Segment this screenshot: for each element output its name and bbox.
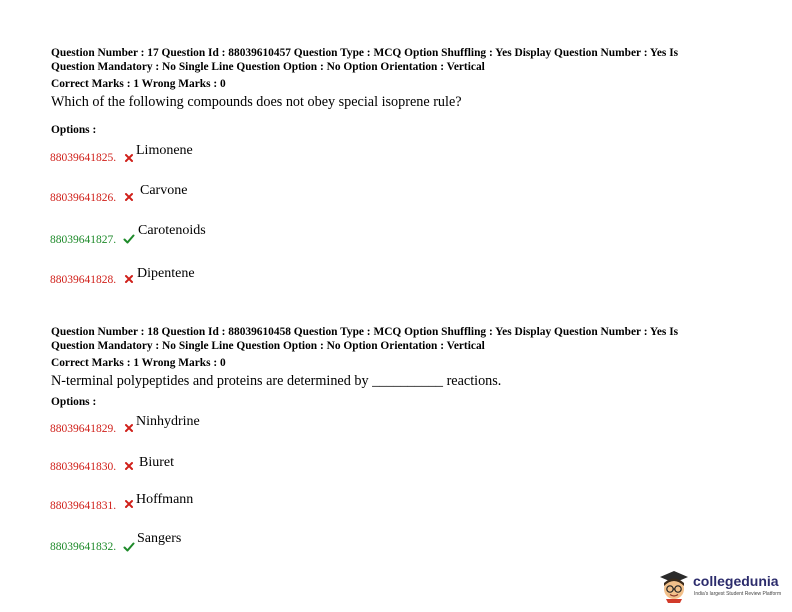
question-18-options-label: Options : (51, 396, 97, 408)
collegedunia-logo (657, 566, 787, 606)
question-18-text: N-terminal polypeptides and proteins are determined by __________ reactions. (51, 373, 502, 389)
cross-icon (124, 461, 134, 471)
question-18-marks: Correct Marks : 1 Wrong Marks : 0 (51, 357, 226, 369)
option-text: Hoffmann (136, 492, 194, 507)
option-id: 88039641830. (50, 461, 117, 473)
logo-name: collegedunia (693, 573, 779, 589)
cross-icon (124, 499, 134, 509)
option-id: 88039641825. (50, 152, 117, 164)
option-text: Carotenoids (138, 223, 206, 238)
check-icon (123, 234, 135, 244)
question-17-options-label: Options : (51, 124, 97, 136)
option-text: Dipentene (137, 266, 195, 281)
option-text: Ninhydrine (136, 414, 200, 429)
option-text: Biuret (139, 455, 174, 470)
option-id: 88039641829. (50, 423, 117, 435)
question-17-marks: Correct Marks : 1 Wrong Marks : 0 (51, 78, 226, 90)
question-18-meta-line1: Question Number : 18 Question Id : 88039610458 Question Type : MCQ Option Shuffling : Yes Display Question Number : Yes Is (51, 326, 679, 338)
option-text: Limonene (136, 143, 193, 158)
question-18-meta-line2: Question Mandatory : No Single Line Question Option : No Option Orientation : Vertical (51, 340, 485, 352)
question-17-meta-line1: Question Number : 17 Question Id : 88039610457 Question Type : MCQ Option Shuffling : Yes Display Question Number : Yes Is (51, 47, 679, 59)
cross-icon (124, 192, 134, 202)
cross-icon (124, 153, 134, 163)
option-id: 88039641828. (50, 274, 117, 286)
option-text: Carvone (140, 183, 188, 198)
question-17-text: Which of the following compounds does not obey special isoprene rule? (51, 94, 462, 110)
option-id: 88039641831. (50, 500, 117, 512)
cross-icon (124, 423, 134, 433)
option-id: 88039641827. (50, 234, 117, 246)
logo-tagline: India's largest Student Review Platform (694, 591, 782, 597)
check-icon (123, 542, 135, 552)
option-id: 88039641832. (50, 541, 117, 553)
option-text: Sangers (137, 531, 182, 546)
question-17-meta-line2: Question Mandatory : No Single Line Question Option : No Option Orientation : Vertical (51, 61, 485, 73)
option-id: 88039641826. (50, 192, 117, 204)
mascot-icon (657, 568, 691, 604)
cross-icon (124, 274, 134, 284)
